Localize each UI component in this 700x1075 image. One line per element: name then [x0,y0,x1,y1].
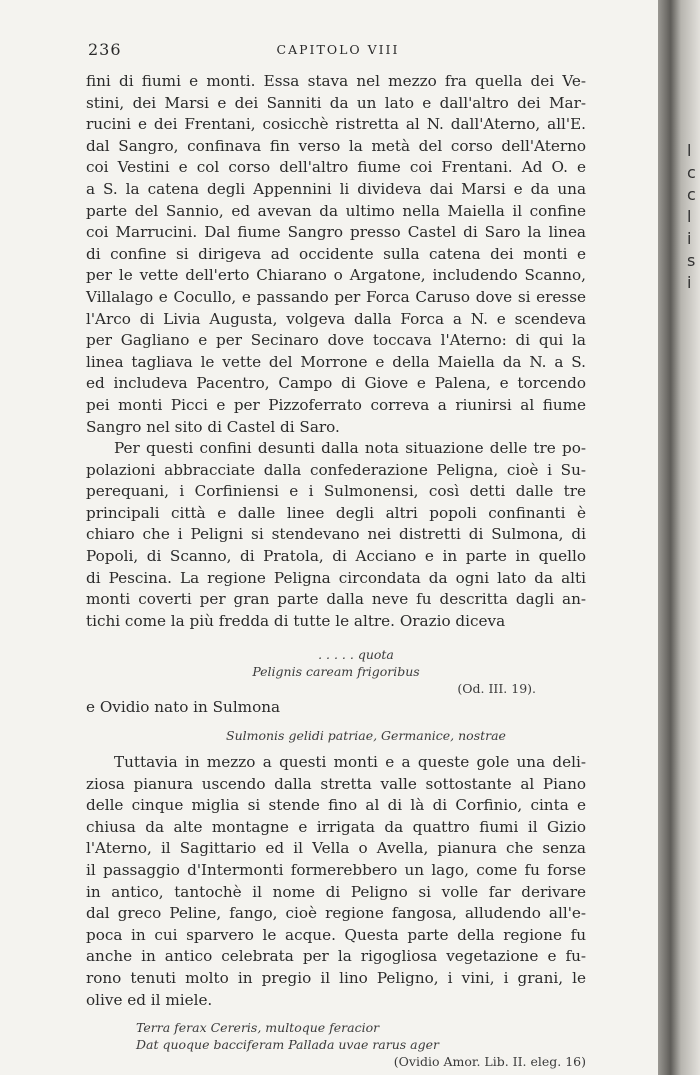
quote-line: Terra ferax Cereris, multoque feracior [136,1020,380,1036]
quote-line: . . . . . quota [318,647,394,663]
quote-citation: (Ovidio Amor. Lib. II. eleg. 16) [393,1054,586,1070]
text-line: stini, dei Marsi e dei Sanniti da un lato e dall'altro dei Mar- [86,93,586,112]
text-line: rucini e dei Frentani, cosicchè ristretta al N. dall'Aterno, all'E. [86,115,586,134]
text-line: olive ed il miele. [86,990,213,1009]
quote-ovid-sulmona [86,727,586,744]
text-line: rono tenuti molto in pregio il lino Peligno, i vini, i grani, le [86,968,586,987]
text-line: fini di fiumi e monti. Essa stava nel mezzo fra quella dei Ve- [86,72,586,90]
paragraph-ovid-intro [86,697,586,719]
running-head: CAPITOLO VIII [276,42,400,57]
text-line: per Gagliano e per Secinaro dove toccava l'Aterno: di qui la [86,331,586,350]
text-line: per le vette dell'erto Chiarano o Argatone, includendo Scanno, [86,266,586,285]
paragraph-borders [86,71,586,438]
text-line: dal Sangro, confinava fin verso la metà del corso dell'Aterno [86,136,586,155]
text-line: Villalago e Cocullo, e passando per Forca Caruso dove si eresse [86,287,586,306]
page-number: 236 [88,40,122,59]
text-line: a S. la catena degli Appennini li divideva dai Marsi e da una [86,179,586,198]
text-line: polazioni abbracciate dalla confederazione Peligna, cioè i Su- [86,460,586,479]
text-line: di Pescina. La regione Peligna circondata da ogni lato da alti [86,568,586,587]
text-line: Sangro nel sito di Castel di Saro. [86,417,340,436]
text-line: Per questi confini desunti dalla nota situazione delle tre po- [114,439,586,458]
text-line: coi Vestini e col corso dell'altro fiume coi Frentani. Ad O. e [86,158,586,177]
text-line: poca in cui sparvero le acque. Questa parte della regione fu [86,925,586,944]
page-header [88,40,588,62]
paragraph-plain [86,752,586,1011]
text-line: perequani, i Corfiniensi e i Sulmonensi, così detti dalle tre [86,482,586,501]
text-line: anche in antico celebrata per la rigogliosa vegetazione e fu- [86,947,586,966]
quote-line: Sulmonis gelidi patriae, Germanice, nostrae [226,728,506,744]
next-page-mark: c [687,163,696,182]
text-line: dal greco Peline, fango, cioè regione fangosa, alludendo all'e- [86,904,586,923]
quote-ovid-amores [86,1019,586,1070]
quote-horace [86,646,586,697]
text-line: Popoli, di Scanno, di Pratola, di Acciano e in parte in quello [86,547,586,566]
text-line: delle cinque miglia si stende fino al di là di Corfinio, cinta e [86,796,586,815]
text-line: principali città e dalle linee degli altri popoli confinanti è [86,503,586,522]
text-line: monti coverti per gran parte dalla neve fu descritta dagli an- [86,590,586,609]
quote-line: Pelignis caream frigoribus [252,664,420,680]
next-page-mark: i [687,273,692,292]
text-line: chiaro che i Peligni si stendevano nei distretti di Sulmona, di [86,525,586,544]
next-page-mark: i [687,229,692,248]
quote-line: Dat quoque bacciferam Pallada uvae rarus ager [136,1037,439,1053]
quote-citation: (Od. III. 19). [457,681,536,697]
text-line: tichi come la più fredda di tutte le altre. Orazio diceva [86,611,506,630]
text-line: e Ovidio nato in Sulmona [86,698,281,717]
next-page-mark: l [687,207,692,226]
text-line: di confine si dirigeva ad occidente sulla catena dei monti e [86,244,586,263]
next-page-marks [687,140,700,320]
next-page-mark: l [687,141,692,160]
text-line: ed includeva Pacentro, Campo di Giove e Palena, e torcendo [86,374,586,393]
text-line: ziosa pianura uscendo dalla stretta valle sottostante al Piano [86,774,586,793]
text-line: il passaggio d'Intermonti formerebbero un lago, come fu forse [86,861,586,879]
text-line: in antico, tantochè il nome di Peligno si volle far derivare [86,882,586,901]
text-line: Tuttavia in mezzo a questi monti e a queste gole una deli- [114,753,586,772]
text-line: parte del Sannio, ed avevan da ultimo nella Maiella il confine [86,201,586,220]
next-page-mark: s [687,251,696,270]
body-text [86,71,586,1070]
next-page-mark: c [687,185,696,204]
text-line: coi Marrucini. Dal fiume Sangro presso Castel di Saro la linea [86,223,586,242]
text-line: pei monti Picci e per Pizzoferrato correva a riunirsi al fiume [86,395,586,414]
text-line: l'Aterno, il Sagittario ed il Vella o Avella, pianura che senza [86,839,586,858]
text-line: linea tagliava le vette del Morrone e della Maiella da N. a S. [86,352,586,371]
text-line: chiusa da alte montagne e irrigata da quattro fiumi il Gizio [86,817,586,836]
text-line: l'Arco di Livia Augusta, volgeva dalla Forca a N. e scendeva [86,309,586,328]
paragraph-confines [86,438,586,632]
